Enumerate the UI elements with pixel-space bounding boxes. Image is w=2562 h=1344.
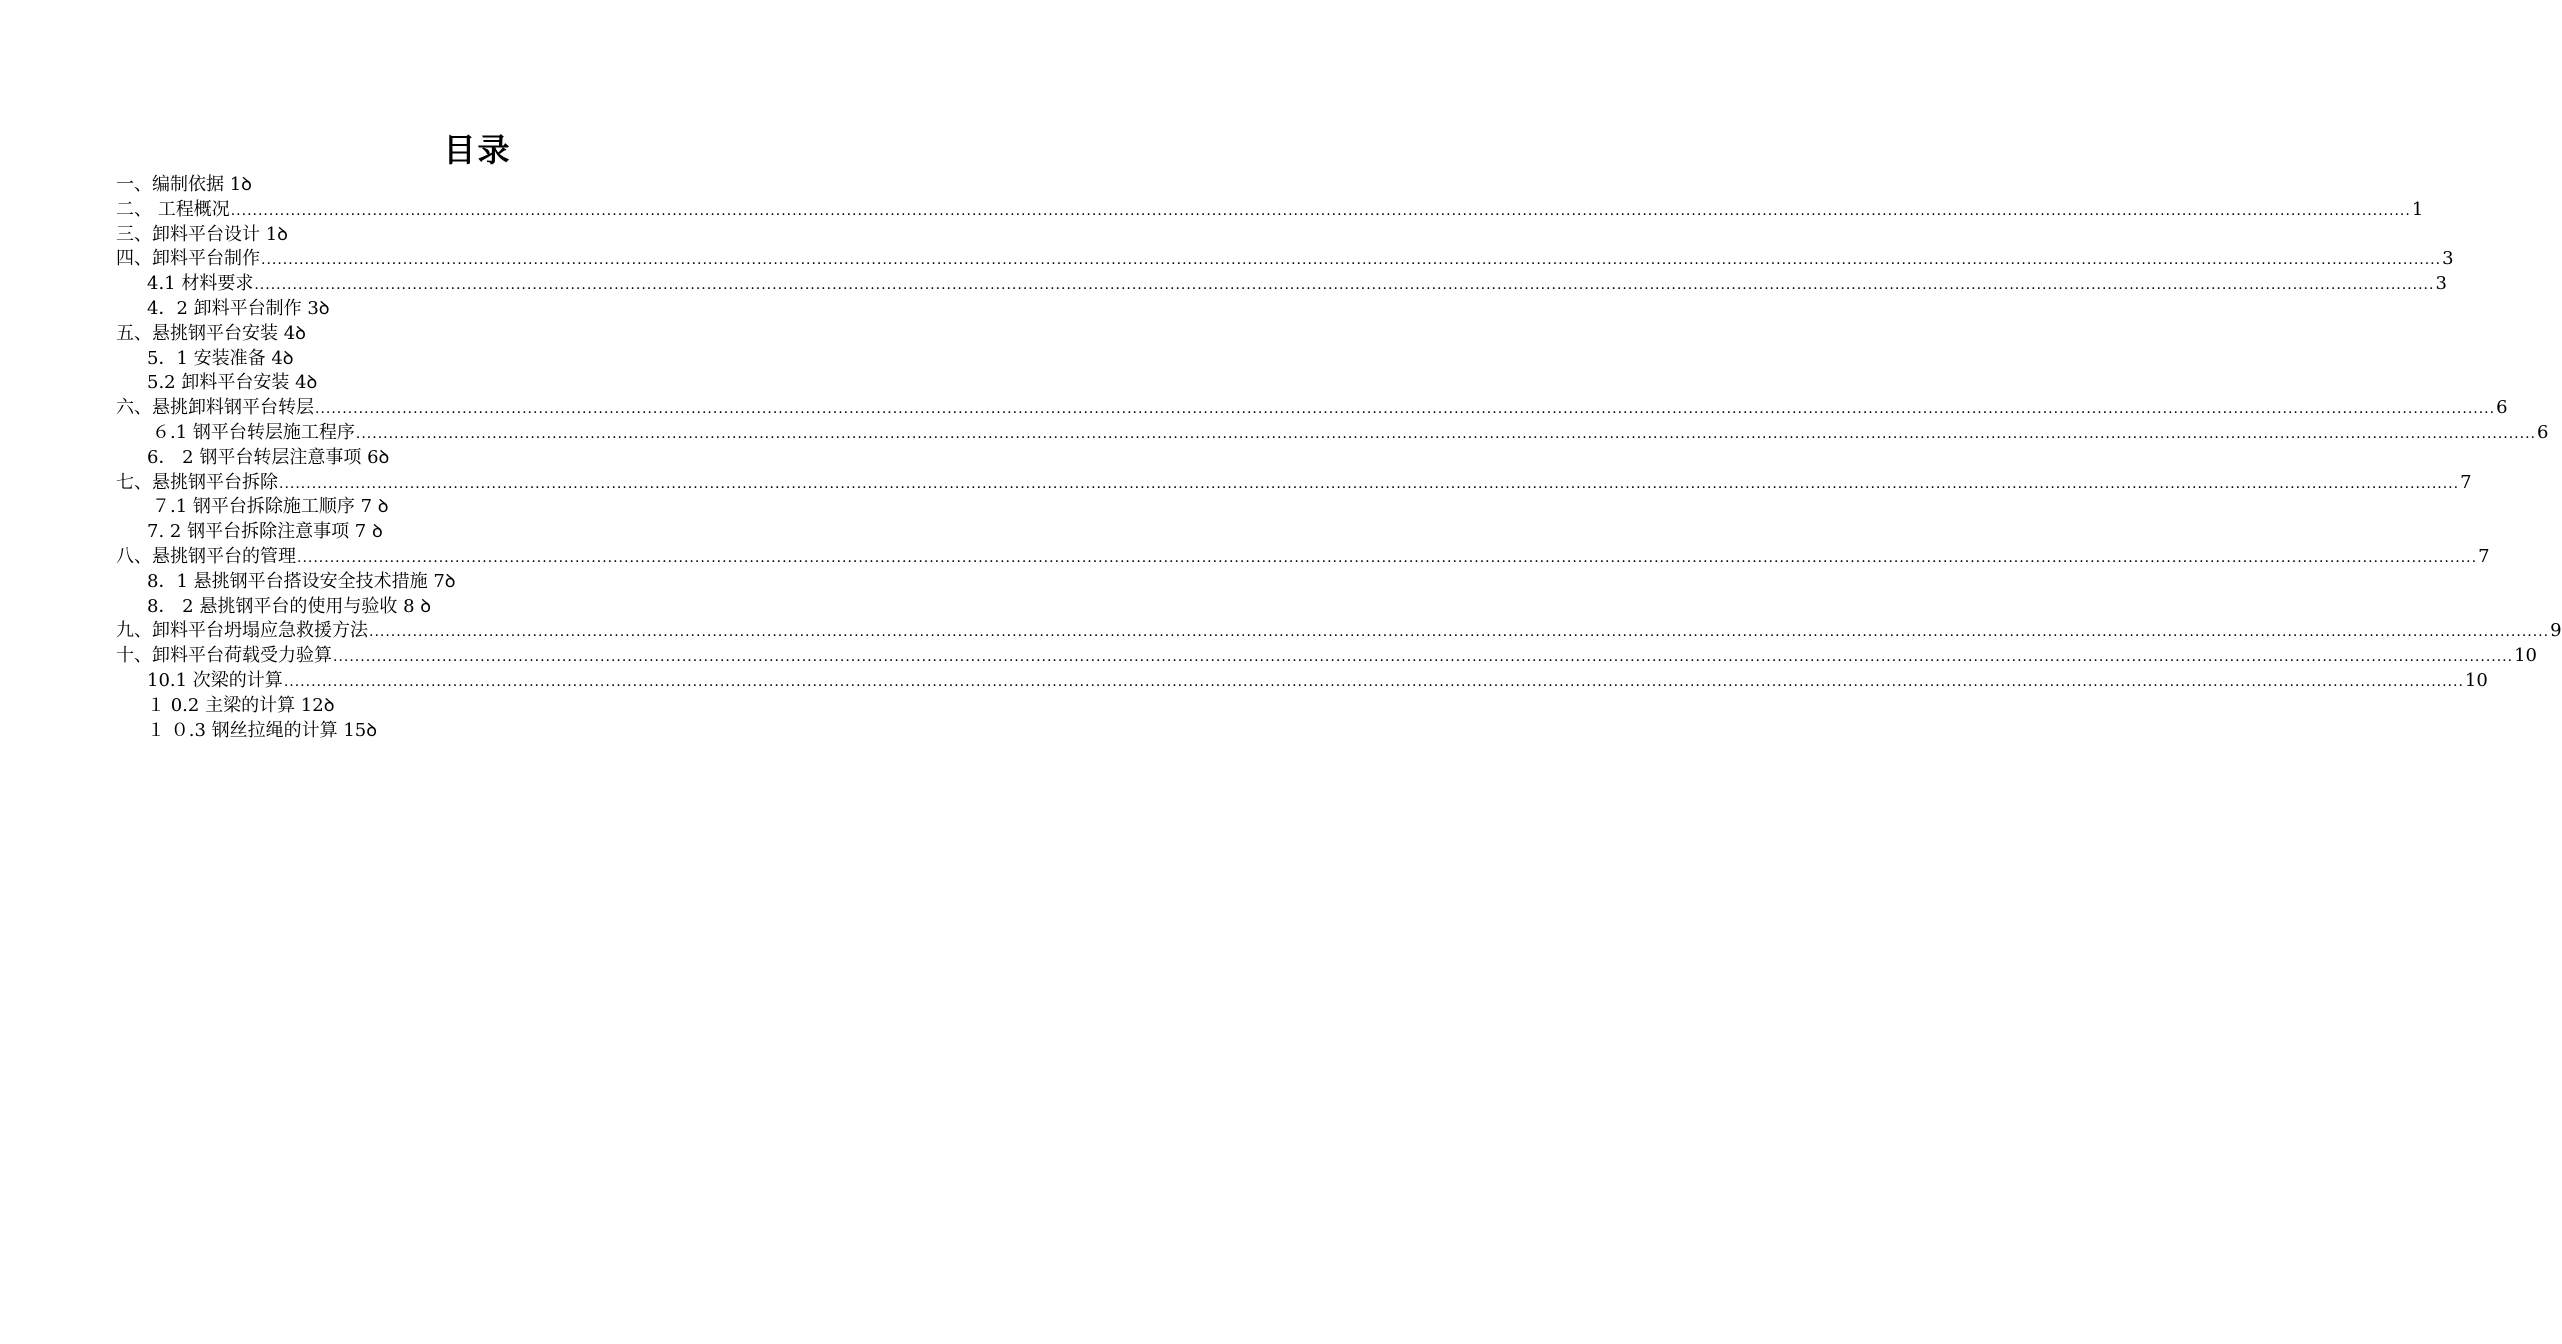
table-of-contents [116, 173, 2562, 743]
toc-dot-leader: ................................................................................................................................................................................................................................................................................................................................................................................................................ [297, 549, 2478, 566]
toc-entry-text: 七、悬挑钢平台拆除 [116, 471, 278, 493]
toc-entry[interactable] [116, 495, 838, 520]
toc-entry[interactable] [116, 371, 838, 396]
toc-entry-text: 六、悬挑卸料钢平台转层 [116, 397, 314, 419]
toc-dot-leader: ................................................................................................................................................................................................................................................................................................................................................................................................................ [369, 624, 2550, 641]
toc-entry[interactable] [116, 595, 838, 620]
toc-entry[interactable] [116, 644, 2537, 669]
toc-dot-leader: ................................................................................................................................................................................................................................................................................................................................................................................................................ [283, 673, 2464, 690]
toc-entry-text: 7. 2 钢平台拆除注意事项 7 ꝺ [147, 521, 383, 543]
toc-entry-text: 5.2 卸料平台安装 4ꝺ [147, 372, 318, 394]
toc-entry-text: ７.1 钢平台拆除施工顺序 7 ꝺ [152, 496, 389, 518]
toc-entry-text: 8．1 悬挑钢平台搭设安全技术措施 7ꝺ [147, 570, 456, 592]
toc-entry-text: 五、悬挑钢平台安装 4ꝺ [116, 322, 306, 344]
toc-dot-leader: ................................................................................................................................................................................................................................................................................................................................................................................................................ [254, 277, 2435, 294]
toc-page-number: 3 [2442, 248, 2454, 270]
toc-entry-text: 二、 工程概况 [116, 198, 230, 220]
toc-entry[interactable] [116, 545, 2490, 570]
toc-entry[interactable] [116, 297, 838, 322]
toc-page-number: 6 [2536, 421, 2549, 443]
toc-entry[interactable] [116, 272, 2447, 297]
toc-entry[interactable] [116, 421, 2549, 446]
toc-entry-text: ６.1 钢平台转层施工程序 [152, 421, 355, 443]
toc-dot-leader: ................................................................................................................................................................................................................................................................................................................................................................................................................ [333, 649, 2514, 666]
toc-page-number: 1 [2411, 198, 2424, 220]
toc-entry-text: １ ０.3 钢丝拉绳的计算 15ꝺ [147, 719, 378, 741]
toc-entry-text: 八、悬挑钢平台的管理 [116, 545, 296, 567]
toc-page-number: 10 [2464, 669, 2488, 691]
toc-entry-text: 一、编制依据 1ꝺ [116, 174, 252, 195]
toc-entry-text: 三、卸料平台设计 1ꝺ [116, 223, 288, 245]
toc-page-number: 7 [2460, 471, 2472, 493]
toc-entry[interactable] [116, 669, 2488, 694]
toc-page-number: 10 [2514, 645, 2537, 667]
toc-entry-text: 4.1 材料要求 [147, 273, 254, 295]
toc-entry-text: 九、卸料平台坍塌应急救援方法 [116, 620, 368, 642]
toc-entry-text: 8． 2 悬挑钢平台的使用与验收 8 ꝺ [147, 595, 432, 617]
toc-entry-text: 四、卸料平台制作 [116, 248, 260, 270]
toc-dot-leader: ................................................................................................................................................................................................................................................................................................................................................................................................................ [230, 202, 2411, 219]
toc-entry[interactable] [116, 396, 2508, 421]
toc-entry-text: 十、卸料平台荷载受力验算 [116, 645, 332, 667]
page-title: 目录 [443, 131, 512, 169]
toc-entry[interactable] [116, 471, 2472, 496]
toc-entry[interactable] [116, 322, 838, 347]
toc-entry[interactable] [116, 520, 838, 545]
toc-entry[interactable] [116, 446, 838, 471]
toc-page-number: 3 [2435, 273, 2447, 295]
toc-entry[interactable] [116, 247, 2454, 272]
toc-dot-leader: ................................................................................................................................................................................................................................................................................................................................................................................................................ [315, 401, 2496, 418]
toc-entry[interactable] [116, 719, 838, 744]
toc-dot-leader: ................................................................................................................................................................................................................................................................................................................................................................................................................ [261, 252, 2442, 269]
toc-entry[interactable] [116, 570, 838, 595]
toc-page-number: 7 [2478, 545, 2490, 567]
toc-entry[interactable] [116, 223, 838, 248]
toc-entry-text: 10.1 次梁的计算 [147, 669, 283, 691]
toc-dot-leader: ................................................................................................................................................................................................................................................................................................................................................................................................................ [279, 475, 2460, 492]
toc-entry-text: 5．1 安装准备 4ꝺ [147, 347, 294, 369]
toc-page-number: 6 [2496, 397, 2508, 419]
toc-entry[interactable] [116, 619, 2562, 644]
toc-entry-text: １ 0.2 主梁的计算 12ꝺ [147, 694, 335, 716]
toc-entry[interactable] [116, 347, 838, 372]
toc-page-number: 9 [2550, 620, 2562, 642]
toc-entry-text: 4．2 卸料平台制作 3ꝺ [147, 297, 330, 319]
toc-entry[interactable] [116, 198, 2424, 223]
toc-entry-text: 6． 2 钢平台转层注意事项 6ꝺ [147, 446, 390, 468]
toc-dot-leader: ................................................................................................................................................................................................................................................................................................................................................................................................................ [355, 425, 2536, 442]
toc-entry[interactable] [116, 173, 838, 198]
toc-entry[interactable] [116, 694, 838, 719]
